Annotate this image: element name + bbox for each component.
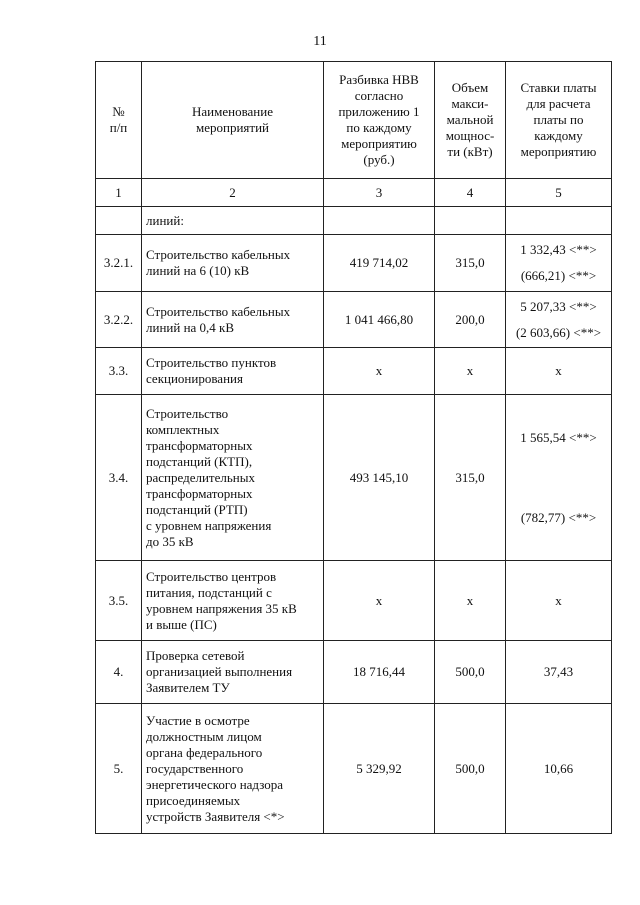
header-line: Объем (451, 80, 489, 95)
row-name-line: распределительных (146, 469, 255, 485)
table-row (96, 292, 612, 348)
header-line: по каждому (346, 120, 412, 135)
header-line: Наименование (192, 104, 273, 119)
header-rates (506, 62, 612, 179)
row-name (142, 395, 324, 561)
table-row (96, 207, 612, 235)
table-row (96, 704, 612, 834)
row-number: 4. (96, 641, 142, 704)
row-name-line: устройств Заявителя <*> (146, 808, 285, 824)
row-name-line: Проверка сетевой (146, 648, 245, 663)
row-name-line: организацией выполнения (146, 664, 293, 679)
header-power (435, 62, 506, 179)
row-name-line: трансформаторных (146, 437, 253, 453)
row-name (142, 704, 324, 834)
row-name (142, 348, 324, 395)
row-rates (506, 292, 612, 348)
row-name-line: присоединяемых (146, 792, 241, 808)
header-line: платы по (533, 112, 584, 127)
row-nvv: 1 041 466,80 (324, 292, 435, 348)
row-name-line: органа федерального (146, 744, 263, 760)
row-name-line: комплектных (146, 421, 220, 437)
table-row (96, 641, 612, 704)
table-row (96, 235, 612, 292)
header-line: приложению 1 (338, 104, 420, 119)
row-name-line: питания, подстанций с (146, 584, 272, 600)
rate-stack (510, 242, 607, 284)
row-name-line: Строительство (146, 405, 229, 421)
row-name-line: линий на 6 (10) кВ (146, 263, 250, 278)
column-number: 5 (506, 179, 612, 207)
row-power: 315,0 (435, 395, 506, 561)
row-power: x (435, 561, 506, 641)
row-name-line: до 35 кВ (146, 533, 194, 549)
column-number-row (96, 179, 612, 207)
row-nvv: 5 329,92 (324, 704, 435, 834)
header-number (96, 62, 142, 179)
row-name-line: Строительство кабельных (146, 247, 291, 262)
header-line: № (112, 104, 125, 119)
row-name-line: энергетического надзора (146, 776, 284, 792)
column-number: 2 (142, 179, 324, 207)
row-nvv: 419 714,02 (324, 235, 435, 292)
row-rates: x (506, 348, 612, 395)
column-number: 4 (435, 179, 506, 207)
header-line: мероприятию (520, 144, 597, 159)
table-row (96, 348, 612, 395)
rate-value: (666,21) <**> (520, 268, 597, 283)
row-nvv: x (324, 561, 435, 641)
row-name-line: государственного (146, 760, 244, 776)
header-nvv (324, 62, 435, 179)
row-name-line: подстанций (РТП) (146, 501, 248, 517)
row-rates: x (506, 561, 612, 641)
row-rates (506, 235, 612, 292)
rate-value: 1 332,43 <**> (520, 242, 597, 257)
row-nvv (324, 207, 435, 235)
row-name-line: линий: (146, 212, 184, 228)
row-name (142, 235, 324, 292)
row-name-line: Строительство пунктов (146, 355, 277, 370)
row-name (142, 207, 324, 235)
row-number: 3.2.1. (96, 235, 142, 292)
row-name-line: секционирования (146, 371, 243, 386)
row-nvv: x (324, 348, 435, 395)
row-name-line: трансформаторных (146, 485, 253, 501)
header-line: Разбивка НВВ (339, 72, 419, 87)
row-number: 3.4. (96, 395, 142, 561)
rate-value: 1 565,54 <**> (520, 429, 597, 445)
row-power: 500,0 (435, 641, 506, 704)
header-line: (руб.) (363, 152, 395, 167)
row-number: 3.3. (96, 348, 142, 395)
row-nvv: 18 716,44 (324, 641, 435, 704)
table-body (96, 207, 612, 834)
row-name-line: линий на 0,4 кВ (146, 319, 235, 335)
header-line: макси- (451, 96, 489, 111)
header-line: мероприятию (341, 136, 417, 151)
row-name (142, 292, 324, 348)
header-line: п/п (109, 120, 128, 135)
page-number: 11 (313, 34, 327, 49)
row-name (142, 641, 324, 704)
row-rates: 10,66 (506, 704, 612, 834)
rate-value: (2 603,66) <**> (515, 324, 602, 340)
row-number (96, 207, 142, 235)
rate-value: (782,77) <**> (520, 509, 597, 525)
header-name (142, 62, 324, 179)
header-line: мощнос- (445, 128, 495, 143)
row-rates: 37,43 (506, 641, 612, 704)
row-power: 500,0 (435, 704, 506, 834)
table-row (96, 395, 612, 561)
row-number: 5. (96, 704, 142, 834)
header-line: каждому (534, 128, 583, 143)
row-name-line: Участие в осмотре (146, 712, 250, 728)
row-name-line: Строительство кабельных (146, 303, 291, 319)
row-rates (506, 207, 612, 235)
row-rates (506, 395, 612, 561)
header-line: согласно (354, 88, 404, 103)
row-name (142, 561, 324, 641)
row-nvv: 493 145,10 (324, 395, 435, 561)
row-power (435, 207, 506, 235)
header-line: Ставки платы (520, 80, 597, 95)
header-line: для расчета (526, 96, 591, 111)
header-line: мальной (446, 112, 494, 127)
column-number: 3 (324, 179, 435, 207)
tariff-table (95, 61, 612, 834)
header-line: ти (кВт) (447, 144, 493, 159)
row-name-line: и выше (ПС) (146, 616, 217, 632)
column-number: 1 (96, 179, 142, 207)
row-power: x (435, 348, 506, 395)
row-name-line: Строительство центров (146, 568, 277, 584)
row-power: 200,0 (435, 292, 506, 348)
rate-stack (510, 430, 607, 526)
header-row (96, 62, 612, 179)
header-line: мероприятий (196, 120, 269, 135)
row-number: 3.2.2. (96, 292, 142, 348)
row-name-line: уровнем напряжения 35 кВ (146, 600, 297, 616)
row-name-line: с уровнем напряжения (146, 517, 272, 533)
table-row (96, 561, 612, 641)
row-name-line: подстанций (КТП), (146, 453, 253, 469)
rate-value: 5 207,33 <**> (520, 298, 597, 314)
row-name-line: Заявителем ТУ (146, 680, 230, 695)
row-power: 315,0 (435, 235, 506, 292)
rate-stack (510, 299, 607, 341)
row-name-line: должностным лицом (146, 728, 262, 744)
row-number: 3.5. (96, 561, 142, 641)
